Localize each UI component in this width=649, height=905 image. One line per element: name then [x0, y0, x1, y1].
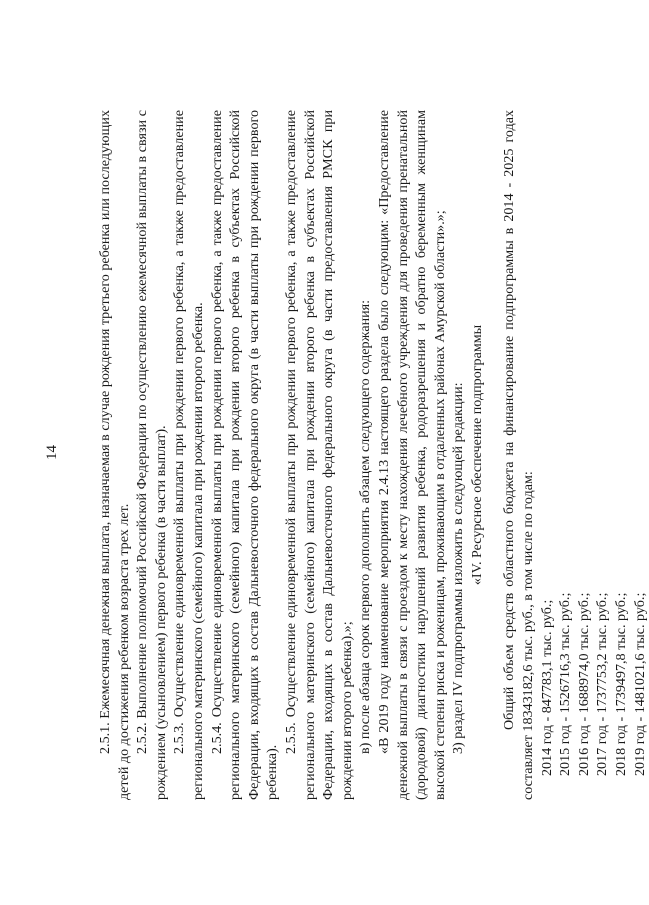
year-line: 2016 год - 1688974,0 тыс. руб.;	[575, 592, 592, 776]
amendment-item-v: в) после абзаца сорок первого дополнить абзацем следующего содержания:	[357, 299, 374, 754]
year-line: 2018 год - 1739497,8 тыс. руб.;	[613, 592, 630, 776]
year-line: 2015 год - 1526716,3 тыс. руб.;	[557, 592, 574, 776]
funding-paragraph: Общий объем средств областного бюджета на финансирование подпрограммы в 2014 - 2025 годах составляет 18343182,6 тыс. руб., в том числе по годам:	[501, 110, 537, 800]
year-line: 2014 год - 847783,1 тыс. руб.;	[538, 599, 555, 776]
amendment-quote: «В 2019 году наименование мероприятия 2.4.13 настоящего раздела было следующим: «Предоставление денежной выплаты в связи с проездом к месту нахождения лечебного учреждения для проведения пренатальной (дородовой) диагностики нарушений развития ребенка, родоразрешения и обратно беременным женщинам высокой степени риска и роженицам, проживающим в отдаленных районах Амурской области».»;	[375, 110, 448, 800]
page-number: 14	[44, 445, 60, 460]
year-line: 2019 год - 1481021,6 тыс. руб.;	[631, 592, 648, 776]
paragraph-2-5-2: 2.5.2. Выполнение полномочий Российской Федерации по осуществлению ежемесячной выплаты в связи с рождением (усыновлением) первого ребенка (в части выплат).	[134, 110, 169, 800]
year-line: 2017 год - 1737753,2 тыс. руб.;	[594, 592, 611, 776]
section-heading: «IV. Ресурсное обеспечение подпрограммы	[468, 324, 485, 586]
paragraph-2-5-5: 2.5.5. Осуществление единовременной выплаты при рождении первого ребенка, а также предоставление регионального материнского (семейного) капитала при рождении второго ребенка в субъектах Российской Федерации, входящих в состав Дальневосточного федерального округа (в части предоставления РМСК при рождении второго ребенка).»;	[282, 110, 355, 800]
amendment-item-3: 3) раздел IV подпрограммы изложить в следующей редакции:	[450, 382, 467, 754]
document-body	[96, 110, 649, 800]
paragraph-2-5-4: 2.5.4. Осуществление единовременной выплаты при рождении первого ребенка, а также предоставление регионального материнского (семейного) капитала при рождении второго ребенка в субъектах Российской Федерации, входящих в состав Дальневосточного федерального округа (в части выплаты при рождении первого ребенка).	[208, 110, 281, 800]
paragraph-2-5-3: 2.5.3. Осуществление единовременной выплаты при рождении первого ребенка, а также предоставление регионального материнского (семейного) капитала при рождении второго ребенка.	[171, 110, 206, 800]
paragraph-2-5-1: 2.5.1. Ежемесячная денежная выплата, назначаемая в случае рождения третьего ребенка или последующих детей до достижения ребенком возраста трех лет.	[97, 110, 132, 800]
